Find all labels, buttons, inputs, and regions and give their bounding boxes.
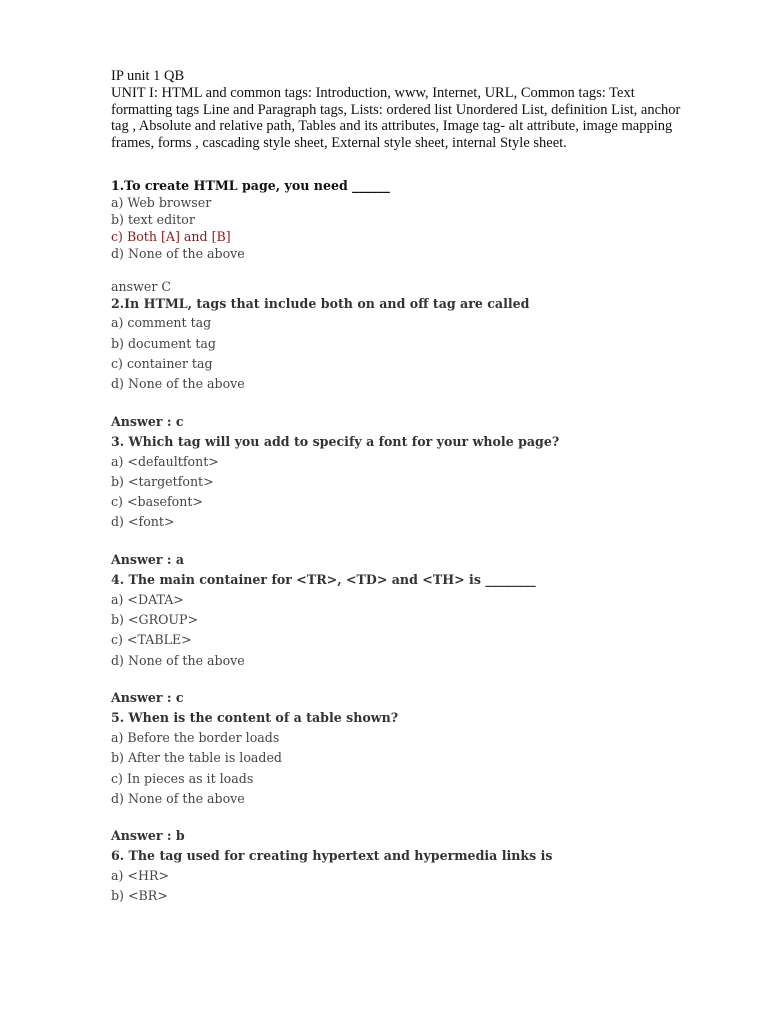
question-1-option-c: c) Both [A] and [B] xyxy=(111,229,231,245)
question-4-text: 4. The main container for <TR>, <TD> and <TH> is ________ xyxy=(111,571,536,587)
question-3-option-c: c) <basefont> xyxy=(111,494,203,510)
question-1-option-b: b) text editor xyxy=(111,212,195,228)
question-2-option-c: c) container tag xyxy=(111,355,213,371)
question-3-option-b: b) <targetfont> xyxy=(111,473,214,489)
question-6-option-a: a) <HR> xyxy=(111,868,169,884)
question-4-answer: Answer : c xyxy=(111,689,184,705)
question-6-option-b: b) <BR> xyxy=(111,888,168,904)
question-4-option-c: c) <TABLE> xyxy=(111,632,192,648)
question-1 xyxy=(111,177,691,295)
question-5-text: 5. When is the content of a table shown? xyxy=(111,709,399,725)
question-2-option-b: b) document tag xyxy=(111,335,216,351)
question-3 xyxy=(111,432,691,570)
question-4-option-d: d) None of the above xyxy=(111,652,245,668)
question-1-option-d: d) None of the above xyxy=(111,246,245,262)
question-4 xyxy=(111,570,691,708)
question-5 xyxy=(111,708,691,846)
unit-description: UNIT I: HTML and common tags: Introduction, www, Internet, URL, Common tags: Text formatting tags Line and Paragraph tags, Lists: ordered list Unordered List, definition List, anchor tag , Absolute and relative path, Tables and its attributes, Image tag- alt attribute, image mapping frames, forms , cascading style sheet, External style sheet, internal Style sheet. xyxy=(111,85,681,151)
question-5-option-d: d) None of the above xyxy=(111,790,245,806)
question-3-text: 3. Which tag will you add to specify a font for your whole page? xyxy=(111,433,560,449)
question-5-option-b: b) After the table is loaded xyxy=(111,750,282,766)
document-title: IP unit 1 QB xyxy=(111,68,185,84)
question-3-answer: Answer : a xyxy=(111,551,185,567)
question-5-answer: Answer : b xyxy=(111,828,185,844)
question-1-text: 1.To create HTML page, you need ______ xyxy=(111,178,390,194)
question-4-option-a: a) <DATA> xyxy=(111,591,184,607)
question-3-option-a: a) <defaultfont> xyxy=(111,453,219,469)
question-1-option-a: a) Web browser xyxy=(111,195,212,211)
question-2-option-d: d) None of the above xyxy=(111,376,245,392)
question-6 xyxy=(111,846,691,907)
question-6-text: 6. The tag used for creating hypertext and hypermedia links is xyxy=(111,848,553,864)
question-2 xyxy=(111,295,691,431)
document-page xyxy=(111,68,691,907)
question-2-option-a: a) comment tag xyxy=(111,315,212,331)
question-4-option-b: b) <GROUP> xyxy=(111,612,199,628)
question-1-answer: answer C xyxy=(111,279,171,295)
question-5-option-c: c) In pieces as it loads xyxy=(111,770,254,786)
question-2-answer: Answer : c xyxy=(111,413,184,429)
question-5-option-a: a) Before the border loads xyxy=(111,729,280,745)
question-2-text: 2.In HTML, tags that include both on and off tag are called xyxy=(111,296,530,312)
question-3-option-d: d) <font> xyxy=(111,514,175,530)
